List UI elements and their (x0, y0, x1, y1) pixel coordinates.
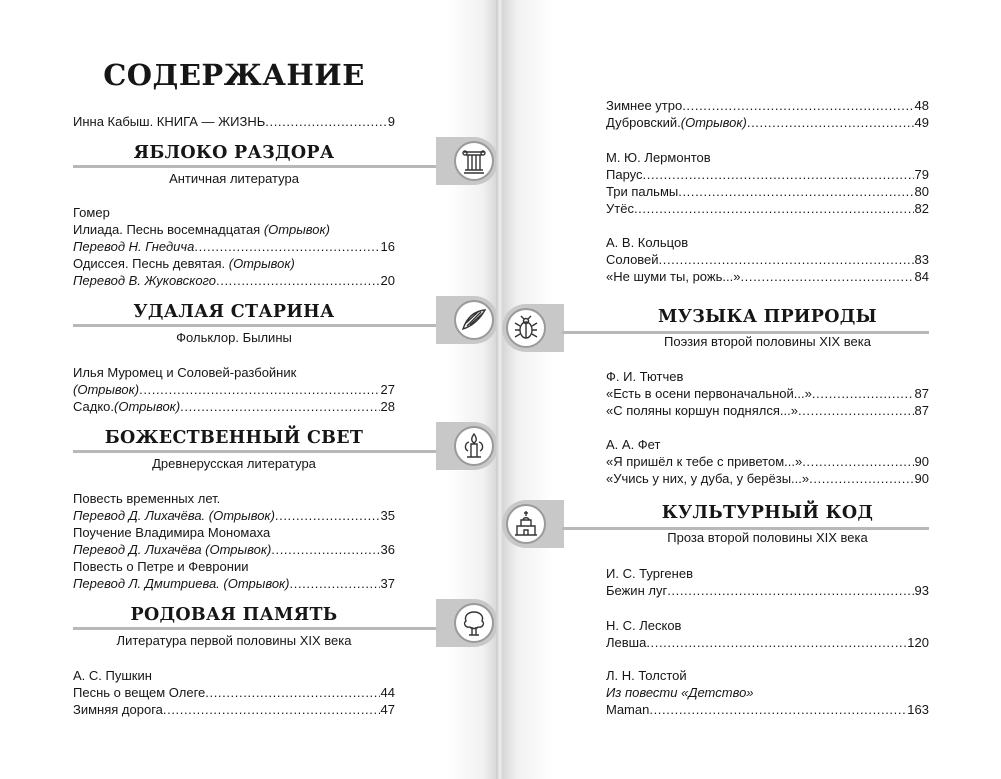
author: Н. С. Лесков (606, 618, 682, 633)
toc-entry: Перевод Л. Дмитриева. (Отрывок) ..... 37 (73, 575, 395, 593)
toc-entry: Садко. (Отрывок) ..... 28 (73, 398, 395, 416)
toc-entry: Перевод Д. Лихачёва (Отрывок) ..... 36 (73, 541, 395, 559)
section-divider (73, 450, 438, 453)
section-tab (436, 296, 498, 344)
toc-entry: «С поляны коршун поднялся...» ..... 87 (606, 402, 929, 420)
author: А. В. Кольцов (606, 235, 689, 250)
toc-entry: Перевод Д. Лихачёва. (Отрывок) ..... 35 (73, 507, 395, 525)
section-title: ЯБЛОКО РАЗДОРА (133, 143, 335, 163)
toc-entry: Перевод Н. Гнедича ..... 16 (73, 238, 395, 256)
author: Гомер (73, 205, 110, 220)
toc-entry: «Не шуми ты, рожь...» ..... 84 (606, 268, 929, 286)
toc-entry: Поучение Владимира Мономаха (73, 525, 271, 540)
section-tab (436, 422, 498, 470)
section-subtitle: Древнерусская литература (152, 456, 316, 471)
toc-entry: Парус ..... 79 (606, 166, 929, 184)
oak-tree-icon (459, 608, 489, 638)
toc-entry: Зимнее утро ..... 48 (606, 97, 929, 115)
toc-entry: Соловей ..... 83 (606, 251, 929, 269)
section-title: УДАЛАЯ СТАРИНА (133, 302, 335, 322)
toc-entry: Maman ..... 163 (606, 701, 929, 719)
section-divider (73, 165, 438, 168)
toc-entry: Бежин луг ..... 93 (606, 582, 929, 600)
right-page (502, 0, 1001, 779)
toc-entry: Утёс ..... 82 (606, 200, 929, 218)
page-title: СОДЕРЖАНИЕ (103, 58, 365, 92)
author: М. Ю. Лермонтов (606, 150, 711, 165)
section-title: РОДОВАЯ ПАМЯТЬ (130, 605, 338, 625)
section-subtitle: Поэзия второй половины XIX века (664, 334, 871, 349)
section-subtitle: Фольклор. Былины (176, 330, 292, 345)
toc-entry: Илья Муромец и Соловей-разбойник (73, 365, 297, 380)
toc-entry: (Отрывок) ..... 27 (73, 381, 395, 399)
section-tab (436, 137, 498, 185)
section-divider (73, 324, 438, 327)
toc-entry: Перевод В. Жуковского ..... 20 (73, 272, 395, 290)
section-title: БОЖЕСТВЕННЫЙ СВЕТ (104, 428, 364, 448)
candle-icon (459, 431, 489, 461)
toc-entry: Песнь о вещем Олеге ..... 44 (73, 684, 395, 702)
author: И. С. Тургенев (606, 566, 693, 581)
toc-entry: «Учись у них, у дуба, у берёзы...» ..... 90 (606, 470, 929, 488)
toc-entry: Из повести «Детство» (606, 685, 754, 700)
section-subtitle: Античная литература (169, 171, 299, 186)
toc-entry: Левша ..... 120 (606, 634, 929, 652)
section-tab (436, 599, 498, 647)
toc-entry: Три пальмы ..... 80 (606, 183, 929, 201)
beetle-icon (511, 313, 541, 343)
toc-entry: Одиссея. Песнь девятая. (Отрывок) (73, 256, 295, 271)
section-tab (502, 500, 564, 548)
left-page (0, 0, 498, 779)
gusli-harp-icon (459, 305, 489, 335)
toc-entry: Зимняя дорога ..... 47 (73, 701, 395, 719)
toc-entry: Илиада. Песнь восемнадцатая (Отрывок) (73, 222, 330, 237)
section-subtitle: Проза второй половины XIX века (667, 530, 868, 545)
section-title: КУЛЬТУРНЫЙ КОД (661, 503, 874, 523)
toc-entry: Инна Кабыш. КНИГА — ЖИЗНЬ ..... 9 (73, 113, 395, 131)
author: Ф. И. Тютчев (606, 369, 684, 384)
toc-entry: «Я пришёл к тебе с приветом...» ..... 90 (606, 453, 929, 471)
section-subtitle: Литература первой половины XIX века (116, 633, 352, 648)
section-divider (73, 627, 438, 630)
author: А. С. Пушкин (73, 668, 152, 683)
section-title: МУЗЫКА ПРИРОДЫ (658, 307, 877, 327)
author: Л. Н. Толстой (606, 668, 687, 683)
section-tab (502, 304, 564, 352)
greek-column-icon (459, 146, 489, 176)
toc-entry: Повесть о Петре и Февронии (73, 559, 249, 574)
toc-entry: Дубровский. (Отрывок) ..... 49 (606, 114, 929, 132)
church-icon (511, 509, 541, 539)
toc-entry: «Есть в осени первоначальной...» ..... 87 (606, 385, 929, 403)
toc-entry: Повесть временных лет. (73, 491, 221, 506)
author: А. А. Фет (606, 437, 661, 452)
